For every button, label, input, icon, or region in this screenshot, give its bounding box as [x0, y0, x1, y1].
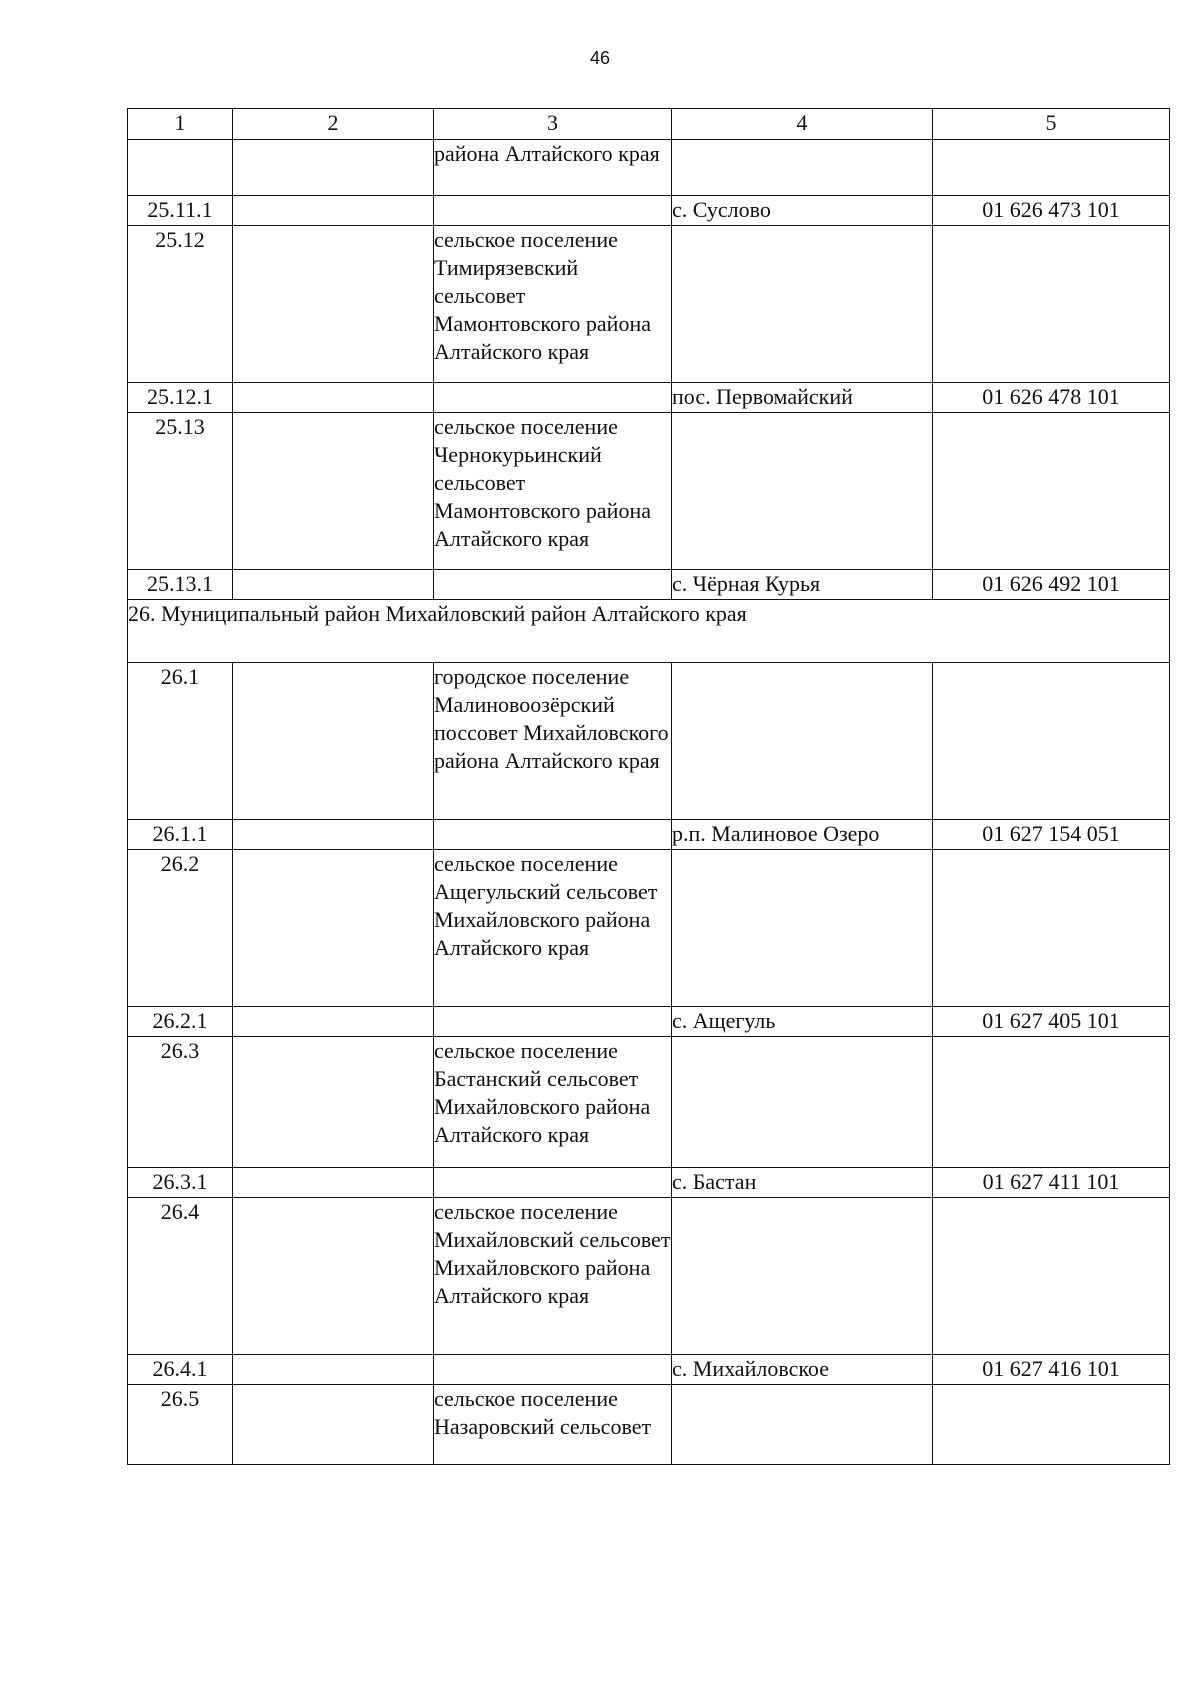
code-cell: [128, 140, 233, 196]
settlement-cell: пос. Первомайский: [672, 383, 933, 413]
registry-table: [127, 108, 1170, 1465]
table-row: [128, 1037, 1170, 1168]
column-2-cell: [233, 413, 434, 570]
settlement-cell: [672, 413, 933, 570]
table-row: [128, 1198, 1170, 1355]
column-2-cell: [233, 383, 434, 413]
column-2-cell: [233, 663, 434, 820]
municipality-cell: сельское поселение Чернокурьинский сельсовет Мамонтовского района Алтайского края: [434, 413, 672, 570]
header-col-1: 1: [128, 109, 233, 140]
municipality-cell: [434, 1007, 672, 1037]
code-cell: 26.1: [128, 663, 233, 820]
header-col-2: 2: [233, 109, 434, 140]
column-2-cell: [233, 1198, 434, 1355]
municipality-cell: района Алтайского края: [434, 140, 672, 196]
municipality-cell: сельское поселение Бастанский сельсовет Михайловского района Алтайского края: [434, 1037, 672, 1168]
settlement-cell: с. Михайловское: [672, 1355, 933, 1385]
municipality-cell: [434, 383, 672, 413]
column-2-cell: [233, 1007, 434, 1037]
page-number: 46: [589, 48, 611, 68]
column-2-cell: [233, 1168, 434, 1198]
header-row: [128, 109, 1170, 140]
column-2-cell: [233, 1037, 434, 1168]
table-row: [128, 663, 1170, 820]
settlement-cell: с. Ащегуль: [672, 1007, 933, 1037]
oktmo-code-cell: 01 627 416 101: [933, 1355, 1170, 1385]
column-2-cell: [233, 1385, 434, 1465]
settlement-cell: с. Чёрная Курья: [672, 570, 933, 600]
oktmo-code-cell: [933, 850, 1170, 1007]
oktmo-code-cell: [933, 226, 1170, 383]
code-cell: 26.2: [128, 850, 233, 1007]
code-cell: 26.1.1: [128, 820, 233, 850]
oktmo-code-cell: [933, 413, 1170, 570]
settlement-cell: [672, 663, 933, 820]
table-header: [128, 109, 1170, 140]
table-row: [128, 1168, 1170, 1198]
oktmo-code-cell: 01 627 405 101: [933, 1007, 1170, 1037]
oktmo-code-cell: [933, 1037, 1170, 1168]
code-cell: 26.3: [128, 1037, 233, 1168]
column-2-cell: [233, 850, 434, 1007]
settlement-cell: [672, 140, 933, 196]
settlement-cell: [672, 1385, 933, 1465]
code-cell: 26.2.1: [128, 1007, 233, 1037]
code-cell: 25.13.1: [128, 570, 233, 600]
oktmo-code-cell: [933, 1385, 1170, 1465]
code-cell: 26.4: [128, 1198, 233, 1355]
municipality-cell: городское поселение Малиновоозёрский поссовет Михайловского района Алтайского края: [434, 663, 672, 820]
table-row: [128, 1007, 1170, 1037]
code-cell: 26.4.1: [128, 1355, 233, 1385]
municipality-cell: сельское поселение Назаровский сельсовет: [434, 1385, 672, 1465]
code-cell: 25.12: [128, 226, 233, 383]
section-row: [128, 600, 1170, 663]
column-2-cell: [233, 140, 434, 196]
settlement-cell: с. Суслово: [672, 196, 933, 226]
header-col-5: 5: [933, 109, 1170, 140]
settlement-cell: с. Бастан: [672, 1168, 933, 1198]
municipality-cell: [434, 570, 672, 600]
settlement-cell: [672, 850, 933, 1007]
code-cell: 25.11.1: [128, 196, 233, 226]
municipality-cell: [434, 1355, 672, 1385]
table-body: [128, 140, 1170, 1465]
municipality-cell: [434, 820, 672, 850]
settlement-cell: [672, 226, 933, 383]
municipality-cell: [434, 1168, 672, 1198]
code-cell: 25.13: [128, 413, 233, 570]
municipality-cell: [434, 196, 672, 226]
table-row: [128, 1355, 1170, 1385]
oktmo-code-cell: 01 627 411 101: [933, 1168, 1170, 1198]
code-cell: 25.12.1: [128, 383, 233, 413]
municipality-cell: сельское поселение Михайловский сельсовет Михайловского района Алтайского края: [434, 1198, 672, 1355]
settlement-cell: р.п. Малиновое Озеро: [672, 820, 933, 850]
oktmo-code-cell: 01 626 473 101: [933, 196, 1170, 226]
column-2-cell: [233, 570, 434, 600]
oktmo-code-cell: [933, 140, 1170, 196]
settlement-cell: [672, 1198, 933, 1355]
table-row: [128, 140, 1170, 196]
table-row: [128, 570, 1170, 600]
oktmo-code-cell: [933, 1198, 1170, 1355]
header-col-4: 4: [672, 109, 933, 140]
table-row: [128, 383, 1170, 413]
municipality-cell: сельское поселение Тимирязевский сельсовет Мамонтовского района Алтайского края: [434, 226, 672, 383]
oktmo-code-cell: 01 627 154 051: [933, 820, 1170, 850]
oktmo-code-cell: 01 626 478 101: [933, 383, 1170, 413]
column-2-cell: [233, 196, 434, 226]
table-row: [128, 850, 1170, 1007]
section-title: 26. Муниципальный район Михайловский район Алтайского края: [128, 600, 1170, 663]
oktmo-code-cell: [933, 663, 1170, 820]
table-row: [128, 196, 1170, 226]
column-2-cell: [233, 820, 434, 850]
code-cell: 26.3.1: [128, 1168, 233, 1198]
settlement-cell: [672, 1037, 933, 1168]
code-cell: 26.5: [128, 1385, 233, 1465]
header-col-3: 3: [434, 109, 672, 140]
table-row: [128, 226, 1170, 383]
column-2-cell: [233, 1355, 434, 1385]
column-2-cell: [233, 226, 434, 383]
table-row: [128, 1385, 1170, 1465]
table-row: [128, 820, 1170, 850]
oktmo-code-cell: 01 626 492 101: [933, 570, 1170, 600]
table-row: [128, 413, 1170, 570]
municipality-cell: сельское поселение Ащегульский сельсовет Михайловского района Алтайского края: [434, 850, 672, 1007]
